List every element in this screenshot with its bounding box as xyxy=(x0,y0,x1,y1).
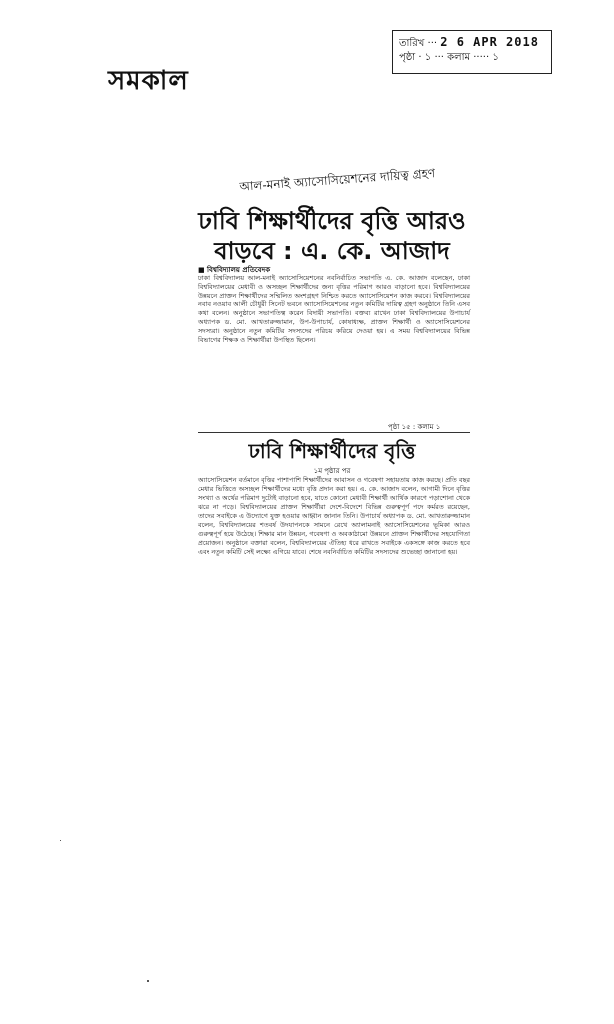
stamp-date-value: 2 6 APR 2018 xyxy=(440,35,539,49)
scan-speck xyxy=(147,980,149,982)
article-body-part2: অ্যাসোসিয়েশন বর্তমানে বৃত্তির পাশাপাশি শিক্ষার্থীদের আবাসন ও গবেষণা সহায়তায় কাজ করছে। প্রতি বছর মেধার ভিত্তিতে অসচ্ছল শিক্ষার্থীদের মধ্যে বৃত্তি প্রদান করা হয়। এ. কে. আজাদ বলেন, আগামী দিনে বৃত্তির সংখ্যা ও অর্থের পরিমাণ দুটোই বাড়ানো হবে, যাতে কোনো মেধাবী শিক্ষার্থী আর্থিক কারণে পড়াশোনা থেকে ঝরে না পড়ে। বিশ্ববিদ্যালয়ের প্রাক্তন শিক্ষার্থীরা দেশে-বিদেশে বিভিন্ন গুরুত্বপূর্ণ পদে কর্মরত রয়েছেন, তাদের সবাইকে এ উদ্যোগে যুক্ত হওয়ার আহ্বান জানান তিনি। উপাচার্য অধ্যাপক ড. মো. আখতারুজ্জামান বলেন, বিশ্ববিদ্যালয়ের শতবর্ষ উদযাপনকে সামনে রেখে অ্যালামনাই অ্যাসোসিয়েশনের ভূমিকা আরও গুরুত্বপূর্ণ হয়ে উঠেছে। শিক্ষার মান উন্নয়ন, গবেষণা ও অবকাঠামো উন্নয়নে প্রাক্তন শিক্ষার্থীদের সহযোগিতা প্রয়োজন। অনুষ্ঠানে বক্তারা বলেন, বিশ্ববিদ্যালয়ের ঐতিহ্য ধরে রাখতে সবাইকে একসঙ্গে কাজ করতে হবে এবং নতুন কমিটি সেই লক্ষ্যে এগিয়ে যাবে। শেষে নবনির্বাচিত কমিটির সদস্যদের শুভেচ্ছা জানানো হয়। xyxy=(198,476,470,556)
stamp-page-label: পৃষ্ঠা xyxy=(399,52,416,63)
article-byline: ■ বিশ্ববিদ্যালয় প্রতিবেদক xyxy=(198,266,271,274)
clipping-stamp xyxy=(392,30,552,74)
stamp-date-row: তারিখ ··· 2 6 APR 2018 xyxy=(399,35,539,49)
stamp-column-label: কলাম xyxy=(447,52,471,63)
article-headline-line1: ঢাবি শিক্ষার্থীদের বৃত্তি আরও xyxy=(198,207,466,235)
article-body-part1: ঢাকা বিশ্ববিদ্যালয় আল-মনাই অ্যাসোসিয়েশনের নবনির্বাচিত সভাপতি এ. কে. আজাদ বলেছেন, ঢাকা বিশ্ববিদ্যালয়ের মেধাবী ও অসচ্ছল শিক্ষার্থীদের জন্য বৃত্তির পরিমাণ আরও বাড়ানো হবে। বিশ্ববিদ্যালয়ের উন্নয়নে প্রাক্তন শিক্ষার্থীদের সম্মিলিত অংশগ্রহণ নিশ্চিত করতে অ্যাসোসিয়েশন কাজ করবে। বিশ্ববিদ্যালয়ের নবাব নওয়াব আলী চৌধুরী সিনেট ভবনে অ্যাসোসিয়েশনের নতুন কমিটির দায়িত্ব গ্রহণ অনুষ্ঠানে তিনি এসব কথা বলেন। অনুষ্ঠানে সভাপতিত্ব করেন বিদায়ী সভাপতি। বক্তব্য রাখেন ঢাকা বিশ্ববিদ্যালয়ের উপাচার্য অধ্যাপক ড. মো. আখতারুজ্জামান, উপ-উপাচার্য, কোষাধ্যক্ষ, প্রাক্তন শিক্ষার্থী ও অ্যাসোসিয়েশনের সদস্যরা। অনুষ্ঠানে নতুন কমিটির সদস্যদের পরিচয় করিয়ে দেওয়া হয়। এ সময় বিশ্ববিদ্যালয়ের বিভিন্ন বিভাগের শিক্ষক ও শিক্ষার্থীরা উপস্থিত ছিলেন। xyxy=(198,274,470,344)
stamp-date-label: তারিখ xyxy=(399,38,425,49)
article-kicker: আল-মনাই অ্যাসোসিয়েশনের দায়িত্ব গ্রহণ xyxy=(238,166,436,194)
article-continue-label: পৃষ্ঠা ১৫ : কলাম ১ xyxy=(388,423,441,431)
article-continued-headline: ঢাবি শিক্ষার্থীদের বৃত্তি xyxy=(248,439,416,463)
stamp-column-value: ১ xyxy=(492,52,499,63)
article-continued-from: ১ম পৃষ্ঠার পর xyxy=(313,467,351,475)
scan-speck xyxy=(60,840,61,841)
newspaper-masthead: সমকাল xyxy=(108,66,189,96)
section-divider xyxy=(198,432,470,433)
stamp-page-row: পৃষ্ঠা · ১ ··· কলাম ····· ১ xyxy=(399,52,499,63)
article-headline-line2: বাড়বে : এ. কে. আজাদ xyxy=(214,237,450,265)
stamp-page-value: ১ xyxy=(424,52,432,63)
